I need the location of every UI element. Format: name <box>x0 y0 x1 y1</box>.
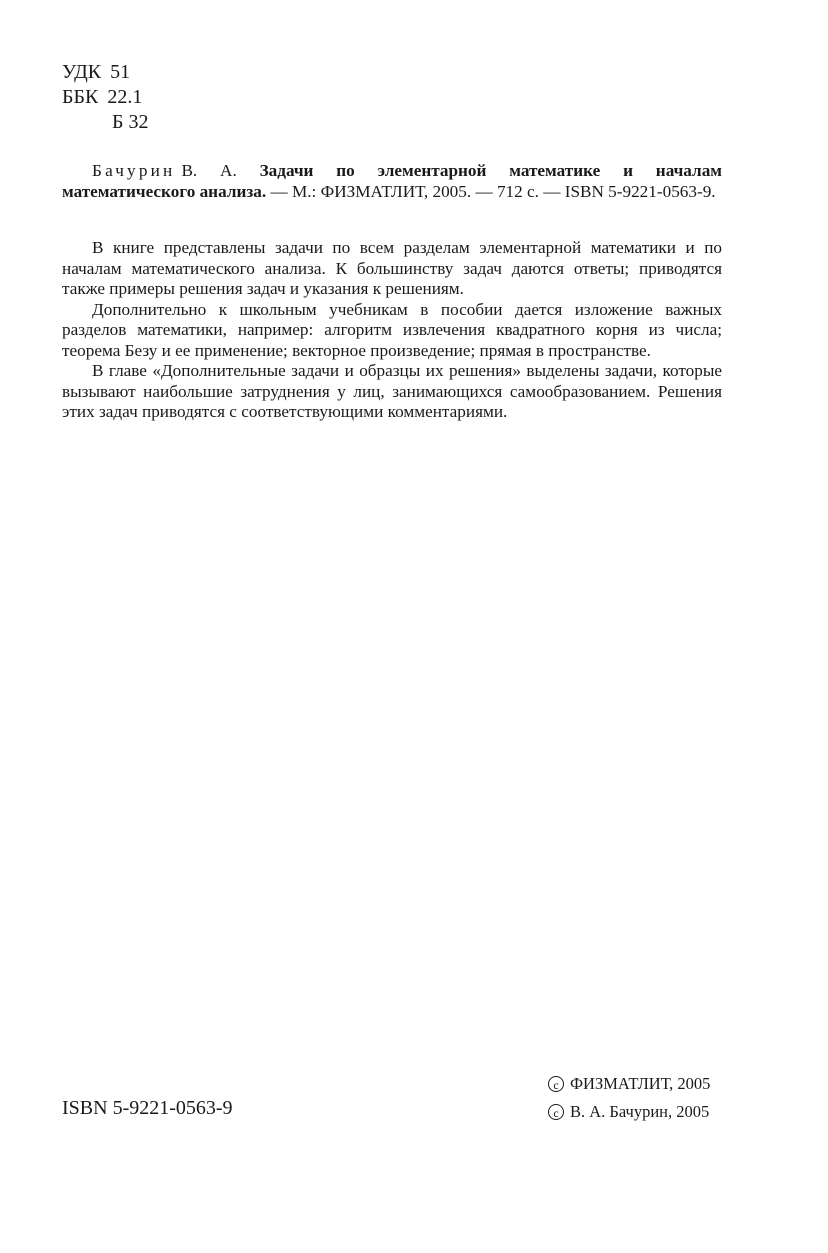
udk-row <box>62 60 148 85</box>
isbn-number: ISBN 5-9221-0563-9 <box>62 1097 233 1119</box>
udk-value: 51 <box>110 61 131 83</box>
copyright-block <box>548 1070 710 1126</box>
author-mark: Б 32 <box>112 111 149 133</box>
author-name: Бачурин <box>92 161 176 180</box>
copyright-holder-publisher: ФИЗМАТЛИТ, 2005 <box>570 1074 711 1093</box>
copyright-icon: c <box>548 1104 564 1120</box>
book-title: Задачи по элементарной математике и началам математического анализа. <box>62 161 722 201</box>
copyright-line-publisher <box>548 1070 710 1098</box>
abstract-paragraph-1: В книге представлены задачи по всем разделам элементарной математики и по началам математического анализа. К большинству задач даются ответы; приводятся также примеры решения задач и указания к решениям. <box>62 238 722 298</box>
bibliographic-paragraph <box>62 160 722 202</box>
bbk-row <box>62 85 148 110</box>
abstract-paragraph-3: В главе «Дополнительные задачи и образцы их решения» выделены задачи, которые вызывают наибольшие затруднения у лиц, занимающихся самообразованием. Решения этих задач приводятся с соответствующими комментариями. <box>62 361 722 421</box>
author-initials: В. А. <box>181 161 237 180</box>
abstract-paragraph-2: Дополнительно к школьным учебникам в пособии дается изложение важных разделов математики, например: алгоритм извлечения квадратного корня из числа; теорема Безу и ее применение; векторное произведение; прямая в пространстве. <box>62 299 722 360</box>
copyright-line-author <box>548 1098 710 1126</box>
abstract <box>62 238 722 423</box>
classification-block <box>62 60 148 135</box>
bbk-value: 22.1 <box>107 86 143 108</box>
udk-label: УДК <box>62 61 102 83</box>
imprint-text: — М.: ФИЗМАТЛИТ, 2005. — 712 с. — ISBN 5-9221-0563-9. <box>266 182 716 201</box>
bbk-label: ББК <box>62 86 99 108</box>
copyright-holder-author: В. А. Бачурин, 2005 <box>570 1102 710 1121</box>
copyright-icon: c <box>548 1076 564 1092</box>
bibliographic-entry <box>62 160 722 202</box>
